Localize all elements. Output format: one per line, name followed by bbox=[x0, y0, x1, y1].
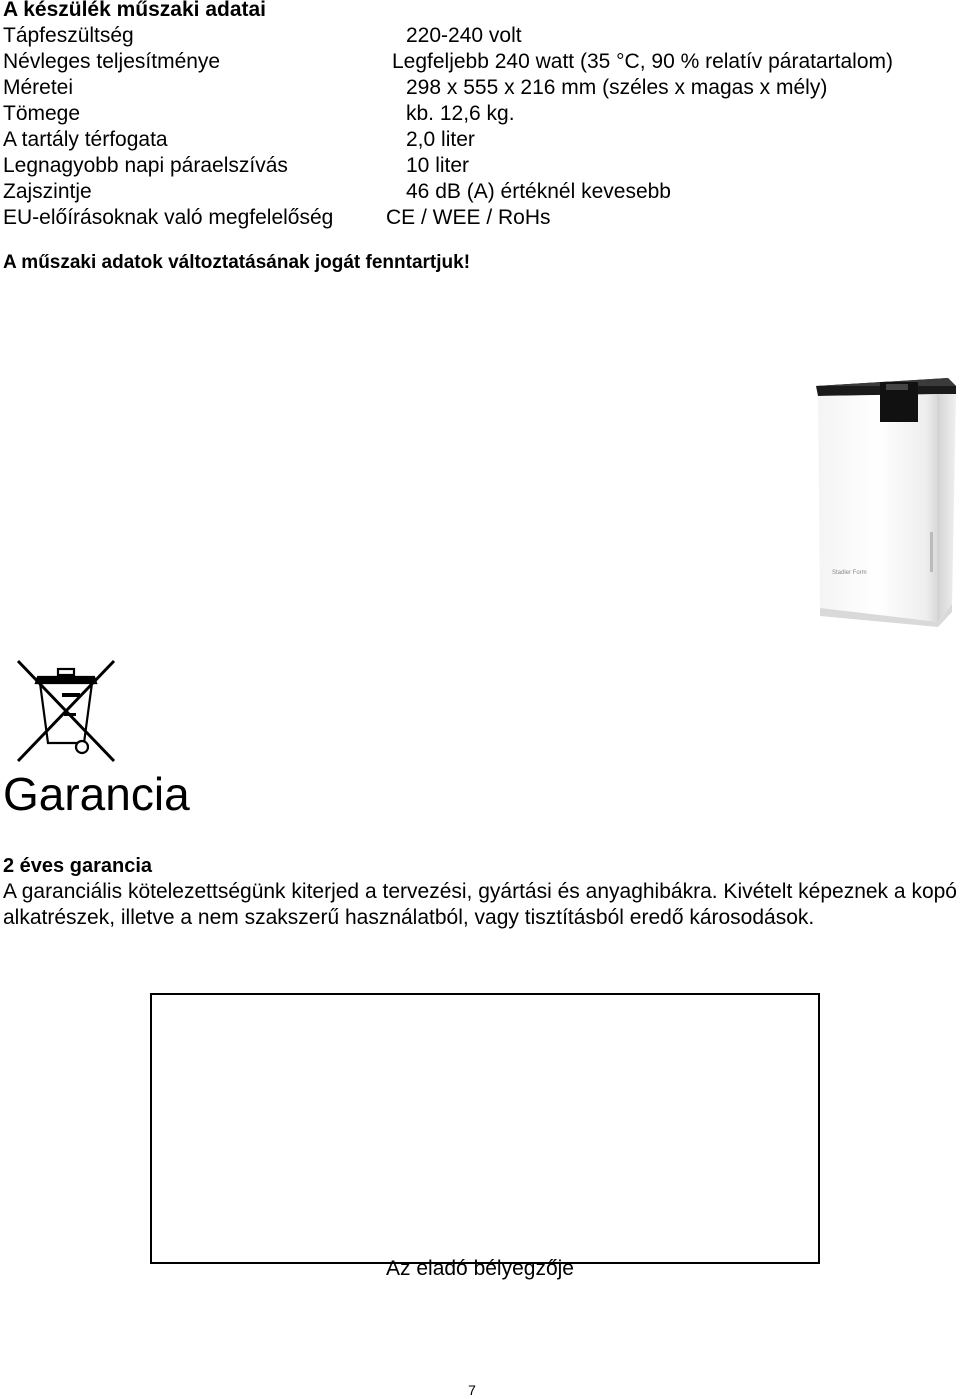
dehumidifier-product-image bbox=[810, 372, 958, 627]
spec-value: CE / WEE / RoHs bbox=[386, 206, 551, 229]
svg-text:Stadler Form: Stadler Form bbox=[832, 570, 867, 576]
spec-label: Tömege bbox=[3, 102, 81, 125]
spec-value: 298 x 555 x 216 mm (széles x magas x mély) bbox=[406, 76, 828, 99]
spec-label: EU-előírásoknak való megfelelőség bbox=[3, 206, 334, 229]
spec-label: A tartály térfogata bbox=[3, 128, 168, 151]
warranty-text: A garanciális kötelezettségünk kiterjed a tervezési, gyártási és anyaghibákra. Kivételt képeznek a kopó alkatrészek, illetve a nem szakszerű használatból, vagy tisztításból eredő károsodások. bbox=[3, 880, 957, 929]
spec-label: Legnagyobb napi páraelszívás bbox=[3, 154, 288, 177]
crossed-out-wheelie-bin-icon bbox=[10, 655, 122, 767]
spec-label: Zajszintje bbox=[3, 180, 92, 203]
spec-value: 46 dB (A) értéknél kevesebb bbox=[406, 180, 671, 203]
spec-label: Névleges teljesítménye bbox=[3, 50, 221, 73]
spec-value: 2,0 liter bbox=[406, 128, 475, 151]
warranty-subtitle: 2 éves garancia bbox=[3, 855, 152, 877]
page-number: 7 bbox=[468, 1382, 476, 1398]
specs-heading: A készülék műszaki adatai bbox=[3, 0, 267, 21]
warranty-title: Garancia bbox=[3, 768, 190, 820]
seller-stamp-label: Az eladó bélyegzője bbox=[386, 1257, 574, 1280]
spec-label: Méretei bbox=[3, 76, 74, 99]
spec-value: 220-240 volt bbox=[406, 24, 522, 47]
spec-label: Tápfeszültség bbox=[3, 24, 134, 47]
seller-stamp-box bbox=[150, 993, 820, 1264]
specs-notice: A műszaki adatok változtatásának jogát fenntartjuk! bbox=[3, 252, 471, 273]
spec-value: Legfeljebb 240 watt (35 °C, 90 % relatív páratartalom) bbox=[392, 50, 893, 73]
spec-value: 10 liter bbox=[406, 154, 470, 177]
spec-value: kb. 12,6 kg. bbox=[406, 102, 515, 125]
